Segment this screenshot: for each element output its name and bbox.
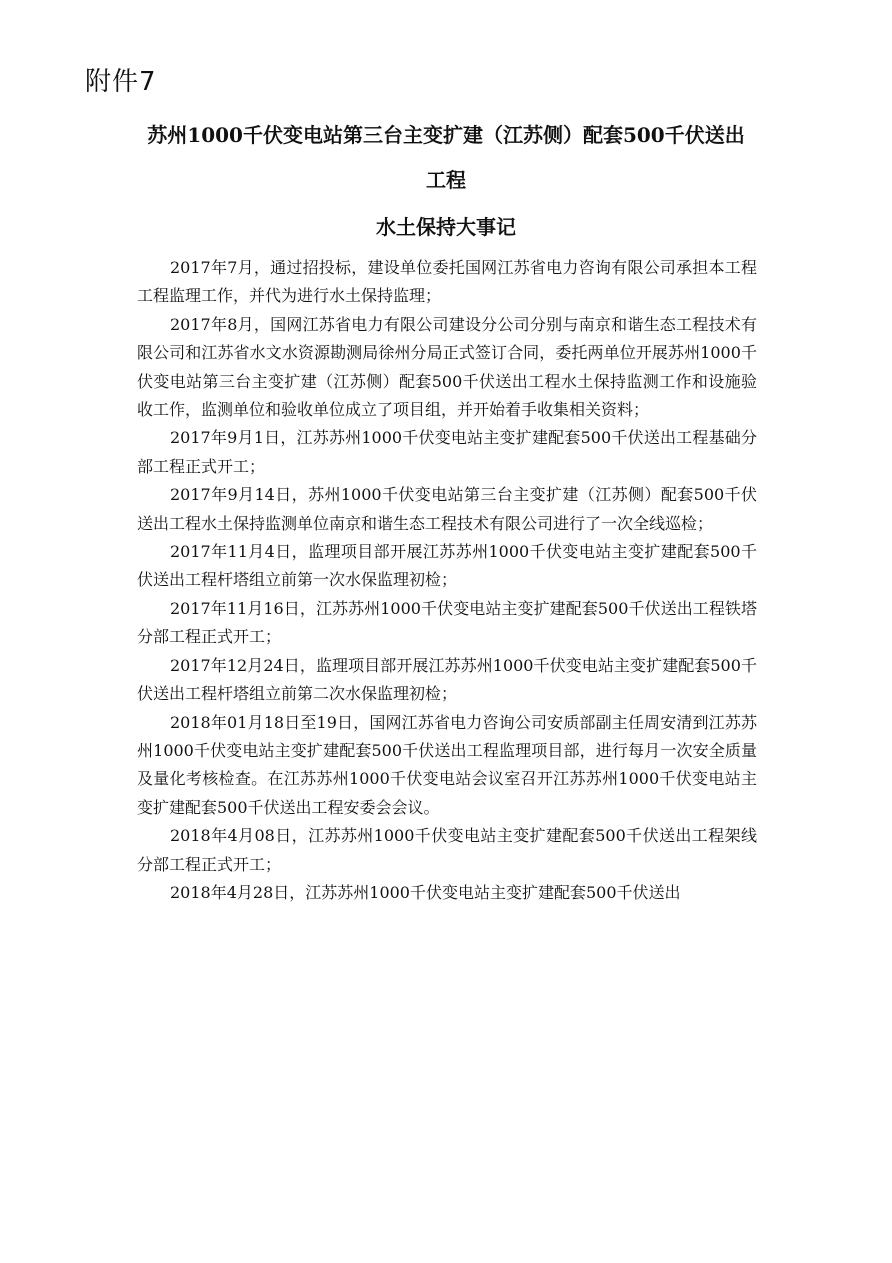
document-body (137, 254, 757, 907)
paragraph-2017-09-14: 2017年9月14日，苏州1000千伏变电站第三台主变扩建（江苏侧）配套500千伏送出工程水土保持监测单位南京和谐生态工程技术有限公司进行了一次全线巡检； (137, 485, 757, 533)
document-title-line-2: 工程 (426, 168, 466, 192)
paragraph-2018-04-08: 2018年4月08日，江苏苏州1000千伏变电站主变扩建配套500千伏送出工程架线分部工程正式开工； (137, 826, 757, 874)
annex-label: 附件7 (85, 67, 157, 97)
paragraph-2018-04-28: 2018年4月28日，江苏苏州1000千伏变电站主变扩建配套500千伏送出 (170, 882, 681, 902)
paragraph-2017-09-01: 2017年9月1日，江苏苏州1000千伏变电站主变扩建配套500千伏送出工程基础分部工程正式开工； (137, 428, 757, 476)
paragraph-2017-08: 2017年8月，国网江苏省电力有限公司建设分公司分别与南京和谐生态工程技术有限公司和江苏省水文水资源勘测局徐州分局正式签订合同，委托两单位开展苏州1000千伏变电站第三台主变扩建（江苏侧）配套500千伏送出工程水土保持监测工作和设施验收工作，监测单位和验收单位成立了项目组，并开始着手收集相关资料； (137, 314, 757, 420)
paragraph-2017-11-16: 2017年11月16日，江苏苏州1000千伏变电站主变扩建配套500千伏送出工程铁塔分部工程正式开工； (137, 598, 757, 647)
paragraph-2017-12-24: 2017年12月24日，监理项目部开展江苏苏州1000千伏变电站主变扩建配套500千伏送出工程杆塔组立前第二次水保监理初检； (137, 655, 757, 704)
paragraph-2018-01-18: 2018年01月18日至19日，国网江苏省电力咨询公司安质部副主任周安清到江苏苏州1000千伏变电站主变扩建配套500千伏送出工程监理项目部，进行每月一次安全质量及量化考核检查。在江苏苏州1000千伏变电站会议室召开江苏苏州1000千伏变电站主变扩建配套500千伏送出工程安委会会议。 (137, 712, 757, 817)
paragraph-2017-11-04: 2017年11月4日，监理项目部开展江苏苏州1000千伏变电站主变扩建配套500千伏送出工程杆塔组立前第一次水保监理初检； (137, 542, 757, 590)
document-title-line-1: 苏州1000千伏变电站第三台主变扩建（江苏侧）配套500千伏送出 (147, 123, 745, 147)
document-subtitle: 水土保持大事记 (376, 215, 516, 239)
paragraph-2017-07: 2017年7月，通过招投标，建设单位委托国网江苏省电力咨询有限公司承担本工程工程监理工作，并代为进行水土保持监理； (137, 258, 757, 306)
